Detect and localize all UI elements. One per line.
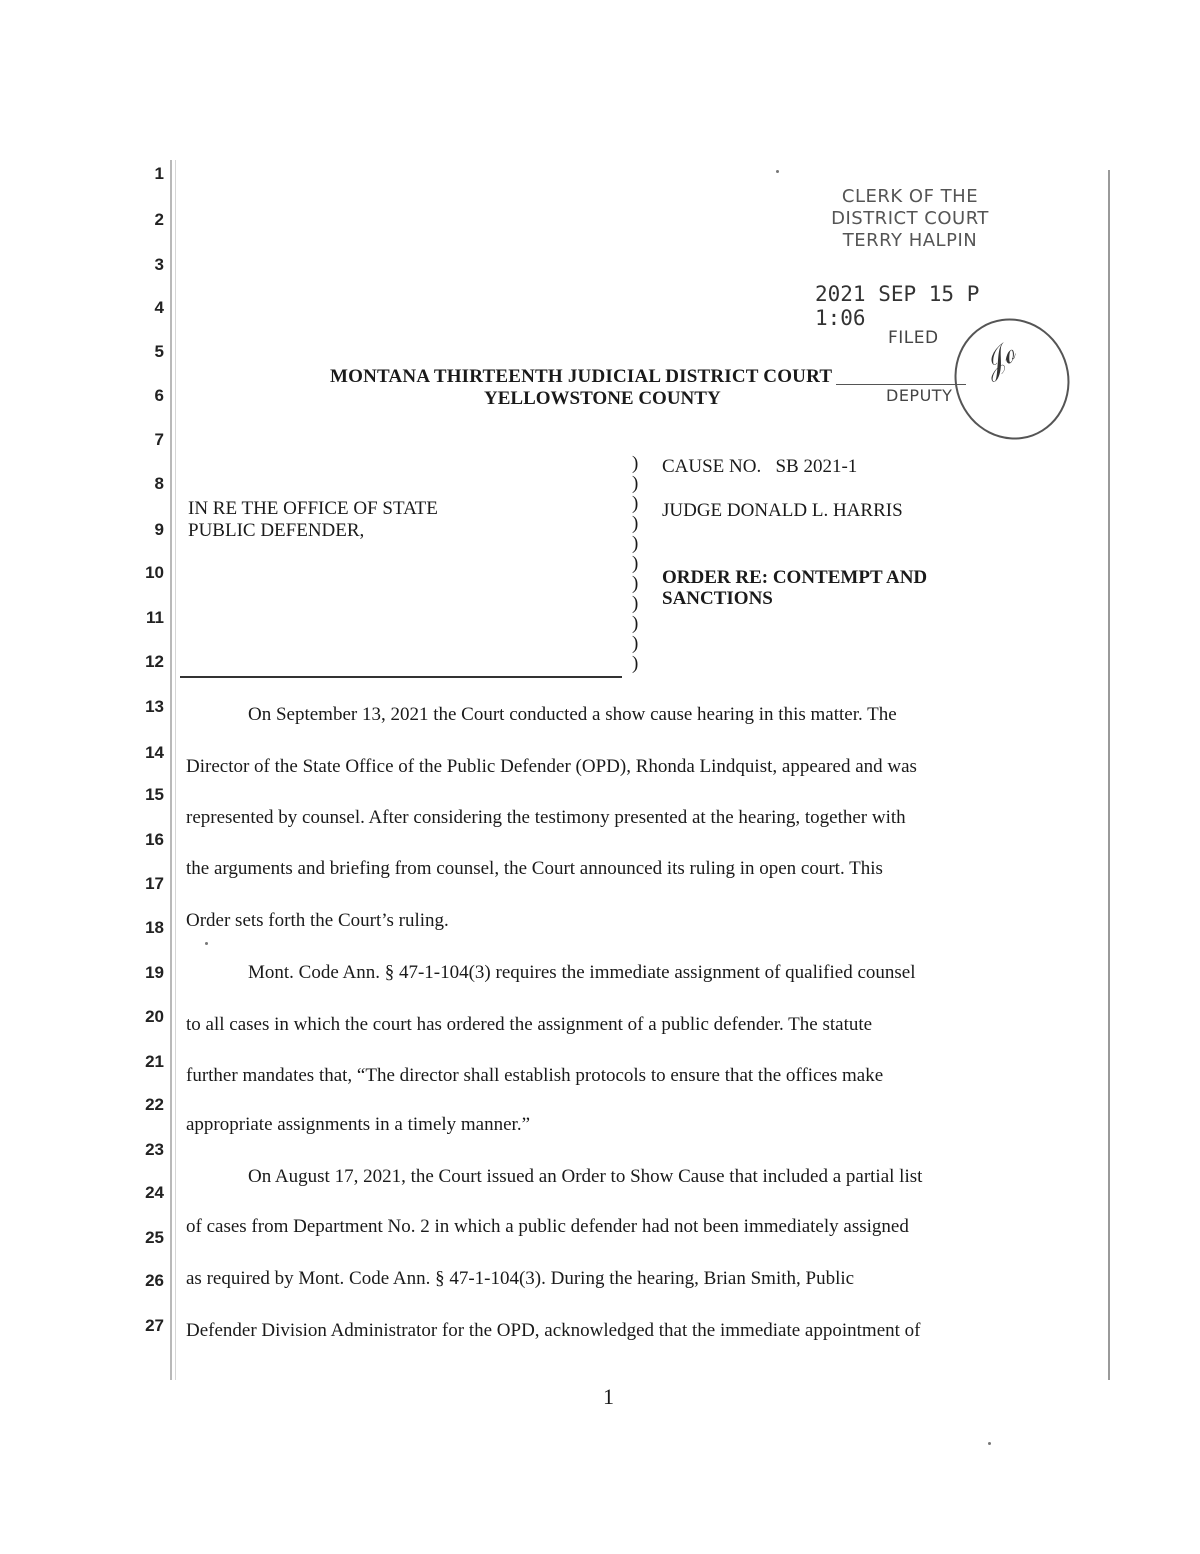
line-number: 3 [154, 255, 164, 274]
line-number: 20 [145, 1007, 164, 1026]
judge-name: JUDGE DONALD L. HARRIS [662, 500, 903, 521]
scan-speck [988, 1442, 991, 1445]
paragraph-line: as required by Mont. Code Ann. § 47-1-104(3). During the hearing, Brian Smith, Public [186, 1268, 855, 1289]
court-name: MONTANA THIRTEENTH JUDICIAL DISTRICT COURT [330, 366, 833, 387]
caption-paren: ) [632, 453, 639, 474]
caption-paren: ) [632, 553, 639, 574]
paragraph-line: Order sets forth the Court’s ruling. [186, 910, 449, 931]
left-margin-rule [170, 160, 172, 1380]
paragraph-line: On August 17, 2021, the Court issued an Order to Show Cause that included a partial list [248, 1166, 923, 1187]
caption-paren: ) [632, 573, 639, 594]
caption-paren: ) [632, 653, 639, 674]
paragraph-line: On September 13, 2021 the Court conducted a show cause hearing in this matter. The [248, 704, 897, 725]
caption-paren: ) [632, 533, 639, 554]
paragraph-line: to all cases in which the court has ordered the assignment of a public defender. The statute [186, 1014, 873, 1035]
scan-speck [776, 170, 779, 173]
paragraph-line: appropriate assignments in a timely manner.” [186, 1114, 531, 1135]
caption-paren: ) [632, 473, 639, 494]
line-number: 7 [154, 430, 164, 449]
paragraph-line: Mont. Code Ann. § 47-1-104(3) requires the immediate assignment of qualified counsel [248, 962, 916, 983]
caption-parentheses [632, 454, 644, 674]
county-name: YELLOWSTONE COUNTY [484, 388, 721, 409]
paragraph-line: of cases from Department No. 2 in which a public defender had not been immediately assigned [186, 1216, 909, 1237]
line-number: 14 [145, 743, 164, 762]
caption-paren: ) [632, 593, 639, 614]
paragraph-line: further mandates that, “The director shall establish protocols to ensure that the offices make [186, 1065, 884, 1086]
line-number: 6 [154, 386, 164, 405]
line-number: 23 [145, 1140, 164, 1159]
clerk-stamp [810, 186, 1010, 252]
line-number: 4 [154, 298, 164, 317]
caption-paren: ) [632, 613, 639, 634]
filing-date-stamp: 2021 SEP 15 P 1:06 [815, 282, 980, 330]
line-number: 22 [145, 1095, 164, 1114]
scan-speck [205, 942, 208, 945]
case-party [188, 498, 438, 542]
line-number: 18 [145, 918, 164, 937]
caption-underline [180, 676, 622, 678]
line-number: 21 [145, 1052, 164, 1071]
order-title-line: SANCTIONS [662, 588, 773, 609]
line-number: 17 [145, 874, 164, 893]
line-number: 8 [154, 474, 164, 493]
line-number: 1 [154, 164, 164, 183]
order-title [662, 567, 927, 609]
line-number: 5 [154, 342, 164, 361]
paragraph-line: Director of the State Office of the Public Defender (OPD), Rhonda Lindquist, appeared and was [186, 756, 917, 777]
line-number: 10 [145, 563, 164, 582]
case-party-line: PUBLIC DEFENDER, [188, 520, 365, 541]
line-number: 16 [145, 830, 164, 849]
order-title-line: ORDER RE: CONTEMPT AND [662, 567, 928, 588]
deputy-signature-line [836, 384, 966, 385]
clerk-stamp-line: DISTRICT COURT [831, 208, 989, 229]
right-margin-rule [1108, 170, 1110, 1380]
paragraph-line: Defender Division Administrator for the OPD, acknowledged that the immediate appointment of [186, 1320, 921, 1341]
line-number: 15 [145, 785, 164, 804]
clerk-stamp-line: TERRY HALPIN [842, 230, 978, 251]
paragraph-line: represented by counsel. After considering the testimony presented at the hearing, together with [186, 807, 906, 828]
caption-paren: ) [632, 633, 639, 654]
deputy-label: DEPUTY [886, 386, 953, 405]
deputy-signature: 𝒥ℴ [974, 335, 1023, 384]
line-number: 19 [145, 963, 164, 982]
paragraph-line: the arguments and briefing from counsel, the Court announced its ruling in open court. This [186, 858, 883, 879]
caption-paren: ) [632, 513, 639, 534]
case-party-line: IN RE THE OFFICE OF STATE [188, 498, 438, 519]
page-number: 1 [603, 1384, 614, 1409]
cause-number: CAUSE NO. SB 2021-1 [662, 456, 858, 477]
filed-stamp: FILED [888, 328, 939, 348]
line-number: 24 [145, 1183, 164, 1202]
line-number: 9 [154, 520, 164, 539]
clerk-stamp-line: CLERK OF THE [841, 186, 979, 207]
line-number: 2 [154, 210, 164, 229]
line-number: 12 [145, 652, 164, 671]
line-number: 11 [146, 608, 164, 627]
line-number: 25 [145, 1228, 164, 1247]
line-number: 13 [145, 697, 164, 716]
caption-paren: ) [632, 493, 639, 514]
line-number: 26 [145, 1271, 164, 1290]
left-margin-rule-inner [175, 160, 176, 1380]
line-number: 27 [145, 1316, 164, 1335]
